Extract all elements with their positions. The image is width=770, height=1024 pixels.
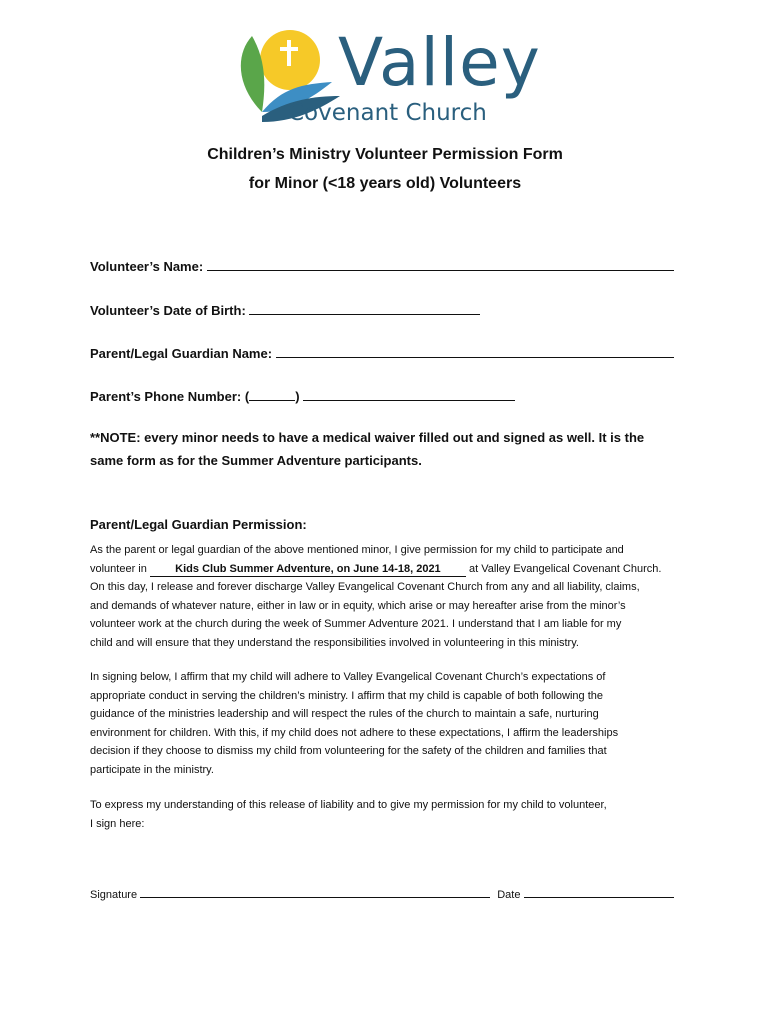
p2-line4: environment for children. With this, if my child does not adhere to these expectations, I affirm the leaderships [90, 726, 619, 739]
p1-line1: As the parent or legal guardian of the above mentioned minor, I give permission for my child to participate and [90, 544, 624, 556]
date-line[interactable] [524, 886, 674, 898]
p1-line3: On this day, I release and forever discharge Valley Evangelical Covenant Church from any and all liability, claims, [90, 581, 640, 594]
note-line2: same form as for the Summer Adventure participants. [90, 453, 422, 468]
p3-line2: I sign here: [90, 817, 145, 830]
p1-line4: and demands of whatever nature, either in law or in equity, which arise or may hereafter arise from the minor’s [90, 599, 626, 612]
volunteer-dob-label: Volunteer’s Date of Birth: [90, 303, 246, 318]
form-title-line1: Children’s Ministry Volunteer Permission Form [207, 146, 563, 163]
phone-field[interactable] [90, 386, 515, 404]
note-line1: **NOTE: every minor needs to have a medical waiver filled out and signed as well. It is the [90, 430, 645, 445]
volunteer-name-line[interactable] [207, 256, 674, 271]
medical-waiver-note [90, 426, 690, 472]
phone-paren-close: ) [295, 389, 300, 404]
signature-label: Signature [90, 889, 138, 901]
p1-line2 [90, 560, 690, 579]
p1-line6: child and will ensure that they understand the responsibilities involved in volunteering in this ministry. [90, 636, 579, 649]
signature-line[interactable] [140, 886, 490, 898]
p2-line5: decision if they choose to dismiss my child from volunteering for the safety of the children and families that [90, 745, 607, 758]
p2-line2: appropriate conduct in serving the children’s ministry. I affirm that my child is capable of both following the [90, 689, 603, 702]
phone-number-line[interactable] [303, 386, 515, 401]
form-title-line2: for Minor (<18 years old) Volunteers [248, 175, 522, 192]
logo-name-sub: Covenant Church [288, 100, 487, 126]
permission-paragraph-3 [90, 796, 690, 833]
permission-paragraph-2 [90, 668, 690, 780]
guardian-name-label: Parent/Legal Guardian Name: [90, 346, 273, 361]
p2-line3: guidance of the ministries leadership and will respect the rules of the church to maintain a safe, nurturing [90, 708, 599, 721]
volunteer-dob-field[interactable] [90, 300, 480, 318]
phone-label: Parent’s Phone Number: [90, 389, 242, 404]
p1-pre: volunteer in [90, 562, 147, 575]
p2-line6: participate in the ministry. [90, 763, 214, 776]
phone-area-line[interactable] [249, 386, 295, 401]
permission-paragraph-1 [90, 541, 690, 653]
volunteer-name-label: Volunteer’s Name: [90, 259, 204, 274]
p3-line1: To express my understanding of this release of liability and to give my permission for my child to volunteer, [90, 799, 607, 811]
date-label: Date [497, 889, 521, 901]
p1-post: at Valley Evangelical Covenant Church. [469, 562, 662, 575]
volunteer-name-field[interactable] [90, 256, 674, 274]
event-fill-field[interactable]: Kids Club Summer Adventure, on June 14-18, 2021 [150, 563, 466, 577]
signature-row [90, 886, 674, 901]
volunteer-dob-line[interactable] [249, 300, 480, 315]
p1-line5: volunteer work at the church during the week of Summer Adventure 2021. I understand that I am liable for my [90, 618, 622, 631]
p2-line1: In signing below, I affirm that my child will adhere to Valley Evangelical Covenant Church’s expectations of [90, 671, 606, 683]
guardian-name-line[interactable] [276, 343, 674, 358]
permission-heading: Parent/Legal Guardian Permission: [90, 517, 307, 532]
logo-name-main: Valley [338, 24, 541, 101]
guardian-name-field[interactable] [90, 343, 674, 361]
phone-paren-open: ( [244, 389, 250, 404]
